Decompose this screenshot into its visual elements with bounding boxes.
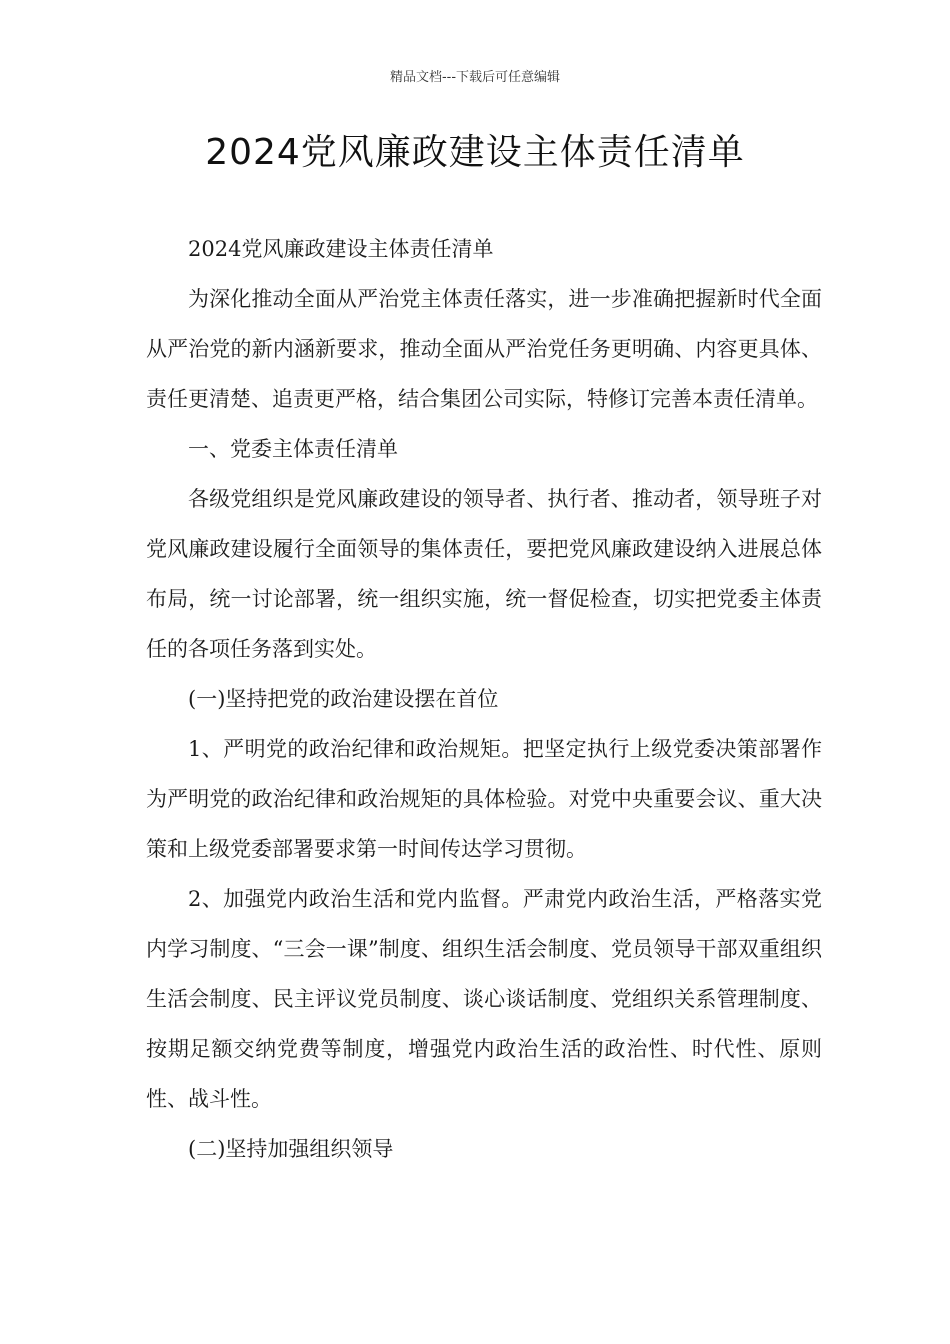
paragraph-item-1: 1、严明党的政治纪律和政治规矩。把坚定执行上级党委决策部署作为严明党的政治纪律和政治规矩的具体检验。对党中央重要会议、重大决策和上级党委部署要求第一时间传达学习贯彻。 [146, 737, 822, 861]
paragraph-item-2: 2、加强党内政治生活和党内监督。严肃党内政治生活，严格落实党内学习制度、“三会一课”制度、组织生活会制度、党员领导干部双重组织生活会制度、民主评议党员制度、谈心谈话制度、党组织关系管理制度、按期足额交纳党费等制度，增强党内政治生活的政治性、时代性、原则性、战斗性。 [146, 887, 822, 1111]
subsection-heading-2: (二)坚持加强组织领导 [188, 1137, 394, 1161]
header-note: 精品文档---下载后可任意编辑 [389, 70, 561, 85]
paragraph-subtitle: 2024党风廉政建设主体责任清单 [188, 237, 494, 261]
subsection-heading-1: (一)坚持把党的政治建设摆在首位 [188, 687, 499, 711]
section-heading-1: 一、党委主体责任清单 [188, 437, 398, 461]
paragraph-section-1: 各级党组织是党风廉政建设的领导者、执行者、推动者，领导班子对党风廉政建设履行全面领导的集体责任，要把党风廉政建设纳入进展总体布局，统一讨论部署，统一组织实施，统一督促检查，切实把党委主体责任的各项任务落到实处。 [146, 487, 822, 661]
document-body [146, 224, 822, 1174]
document-title: 2024党风廉政建设主体责任清单 [205, 132, 745, 173]
paragraph-intro: 为深化推动全面从严治党主体责任落实，进一步准确把握新时代全面从严治党的新内涵新要求，推动全面从严治党任务更明确、内容更具体、责任更清楚、追责更严格，结合集团公司实际，特修订完善本责任清单。 [146, 287, 822, 411]
